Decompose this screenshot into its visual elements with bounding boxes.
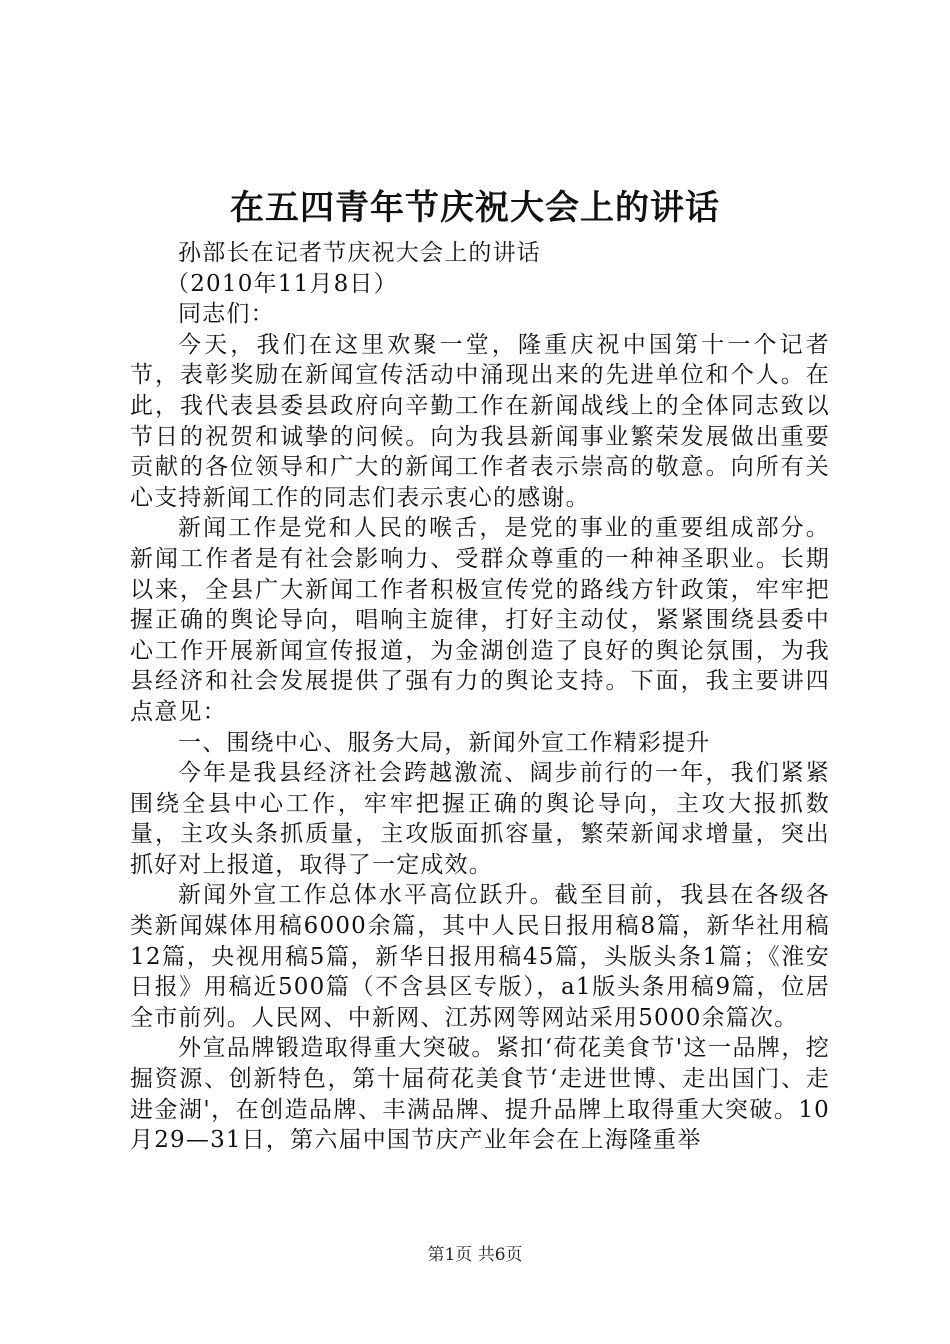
document-body	[130, 238, 830, 1156]
salutation: 同志们：	[178, 301, 275, 328]
paragraph: 新闻工作是党和人民的喉舌，是党的事业的重要组成部分。新闻工作者是有社会影响力、受群众尊重的一种神圣职业。长期以来，全县广大新闻工作者积极宣传党的路线方针政策，牢牢把握正确的舆论导向，唱响主旋律，打好主动仗，紧紧围绕县委中心工作开展新闻宣传报道，为金湖创造了良好的舆论氛围，为我县经济和社会发展提供了强有力的舆论支持。下面，我主要讲四点意见：	[130, 515, 830, 725]
paragraph: 新闻外宣工作总体水平高位跃升。截至目前，我县在各级各类新闻媒体用稿6000余篇，其中人民日报用稿8篇，新华社用稿12篇，央视用稿5篇，新华日报用稿45篇，头版头条1篇；《淮安日报》用稿近500篇（不含县区专版），a1版头条用稿9篇，位居全市前列。人民网、中新网、江苏网等网站采用5000余篇次。	[130, 882, 830, 1031]
page-footer: 第1页 共6页	[427, 1245, 523, 1265]
paragraph: 今天，我们在这里欢聚一堂，隆重庆祝中国第十一个记者节，表彰奖励在新闻宣传活动中涌现出来的先进单位和个人。在此，我代表县委县政府向辛勤工作在新闻战线上的全体同志致以节日的祝贺和诚挚的问候。向为我县新闻事业繁荣发展做出重要贡献的各位领导和广大的新闻工作者表示崇高的敬意。向所有关心支持新闻工作的同志们表示衷心的感谢。	[130, 331, 830, 511]
date-line: （2010年11月8日）	[166, 270, 398, 297]
paragraph: 外宣品牌锻造取得重大突破。紧扣‘荷花美食节'这一品牌，挖掘资源、创新特色，第十届荷花美食节‘走进世博、走出国门、走进金湖'，在创造品牌、丰满品牌、提升品牌上取得重大突破。10月29—31日，第六届中国节庆产业年会在上海隆重举	[130, 1035, 830, 1154]
section-heading: 一、围绕中心、服务大局，新闻外宣工作精彩提升	[178, 729, 711, 756]
subtitle-line: 孙部长在记者节庆祝大会上的讲话	[178, 240, 541, 266]
document-title: 在五四青年节庆祝大会上的讲话	[230, 188, 720, 228]
paragraph: 今年是我县经济社会跨越激流、阔步前行的一年，我们紧紧围绕全县中心工作，牢牢把握正确的舆论导向，主攻大报抓数量，主攻头条抓质量，主攻版面抓容量，繁荣新闻求增量，突出抓好对上报道，取得了一定成效。	[130, 760, 830, 878]
